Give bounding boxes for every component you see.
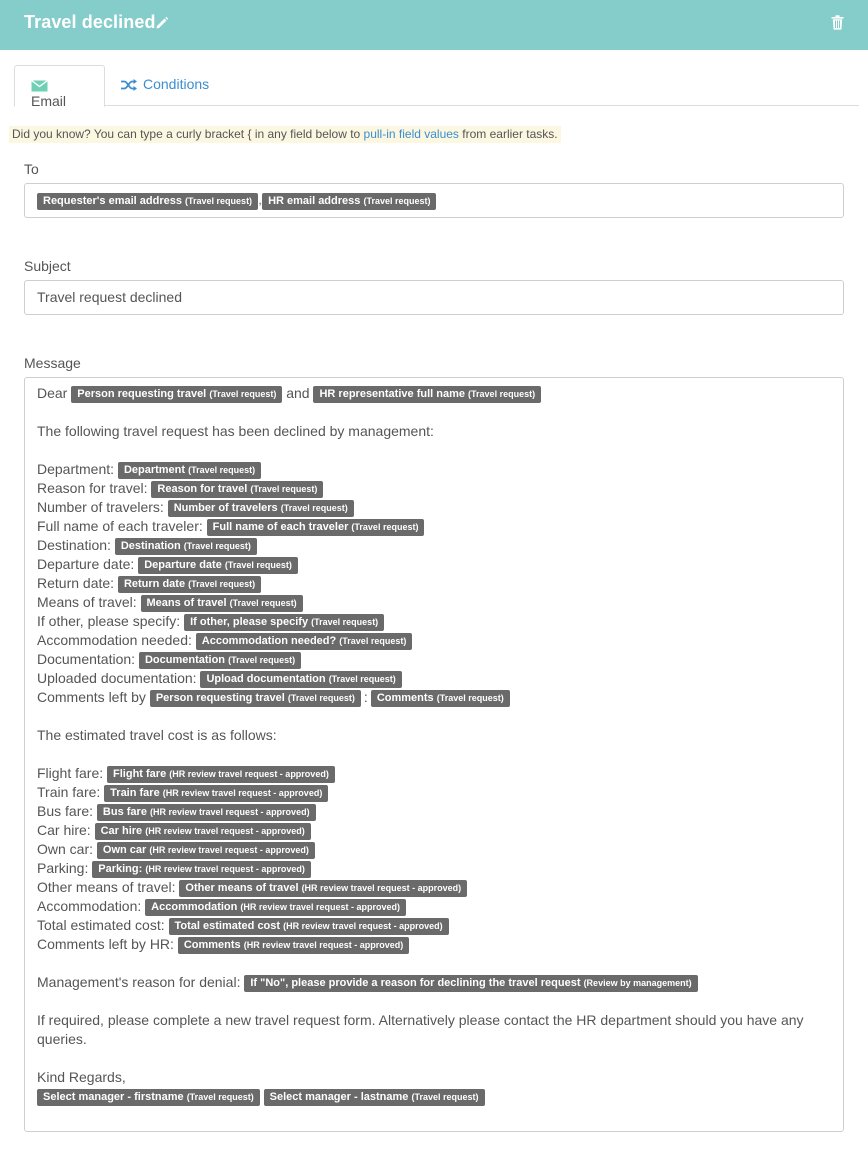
to-field[interactable] (24, 183, 844, 218)
chip-name: Car hire (100, 825, 143, 837)
field-chip[interactable] (207, 519, 425, 536)
row-label: Number of travelers: (37, 499, 164, 515)
intro-text: The following travel request has been declined by management: (37, 423, 434, 439)
field-chip[interactable] (264, 1089, 485, 1106)
chip-source: (HR review travel request - approved) (301, 883, 462, 893)
row-label: Other means of travel: (37, 879, 176, 895)
cost-field-row (37, 878, 831, 897)
greeting-text: Dear (37, 385, 68, 401)
row-label: Departure date: (37, 556, 135, 572)
cost-intro-text: The estimated travel cost is as follows: (37, 727, 277, 743)
chip-name: Own car (102, 844, 147, 856)
field-chip[interactable] (150, 690, 361, 707)
chip-name: If other, please specify (190, 616, 309, 628)
row-label: Full name of each traveler: (37, 518, 203, 534)
denial-label: Management's reason for denial: (37, 974, 241, 990)
chip-name: Full name of each traveler (212, 521, 349, 533)
envelope-icon (31, 80, 48, 92)
chip-source: (Travel request) (287, 693, 355, 703)
chip-name: HR representative full name (319, 388, 465, 400)
request-field-row (37, 593, 831, 612)
chip-source: (Travel request) (209, 389, 277, 399)
chip-name: Return date (123, 578, 186, 590)
chip-name: Total estimated cost (174, 920, 281, 932)
field-chip[interactable] (104, 785, 328, 802)
request-field-row (37, 612, 831, 631)
field-chip[interactable] (107, 766, 335, 783)
row-label: Own car: (37, 841, 94, 857)
row-label: Parking: (37, 860, 89, 876)
field-chip[interactable] (168, 500, 354, 517)
chip-name: Train fare (110, 787, 160, 799)
cost-fields-list (37, 764, 831, 954)
field-chip[interactable] (371, 690, 510, 707)
chip-source: (HR review travel request - approved) (150, 807, 310, 817)
chip-name: Departure date (144, 559, 222, 571)
field-chip[interactable] (262, 193, 436, 210)
chip-name: Department (123, 464, 186, 476)
chip-name: Select manager - lastname (269, 1091, 409, 1103)
chip-source: (Travel request) (250, 484, 318, 494)
trash-icon[interactable] (831, 15, 844, 30)
chip-source: (Travel request) (351, 522, 419, 532)
field-chip[interactable] (178, 937, 409, 954)
field-values-hint (9, 126, 561, 143)
signature-line (37, 1087, 831, 1106)
row-label: Total estimated cost: (37, 917, 165, 933)
row-label: Department: (37, 461, 115, 477)
chip-source: (Travel request) (436, 693, 504, 703)
cost-field-row (37, 764, 831, 783)
tab-email-label: Email (31, 93, 67, 109)
cost-field-row (37, 821, 831, 840)
field-chip[interactable] (151, 481, 323, 498)
page-title: Travel declined (24, 12, 156, 32)
chip-name: Accommodation needed? (201, 635, 337, 647)
chip-source: (HR review travel request - approved) (145, 864, 305, 874)
request-field-row (37, 574, 831, 593)
chip-name: Reason for travel (157, 483, 248, 495)
field-chip[interactable] (244, 975, 697, 992)
field-chip[interactable] (200, 671, 401, 688)
field-chip[interactable] (145, 899, 406, 916)
chip-source: (Travel request) (188, 579, 256, 589)
request-field-row (37, 669, 831, 688)
chip-name: Person requesting travel (77, 388, 207, 400)
chip-name: Select manager - firstname (43, 1091, 184, 1103)
shuffle-icon (121, 79, 137, 91)
chip-name: Number of travelers (173, 502, 278, 514)
regards-text: Kind Regards, (37, 1069, 126, 1085)
chip-source: (Travel request) (328, 674, 396, 684)
field-chip[interactable] (92, 861, 311, 878)
chip-source: (HR review travel request - approved) (145, 826, 305, 836)
field-chip[interactable] (95, 823, 311, 840)
request-field-row (37, 650, 831, 669)
field-chip[interactable] (71, 386, 282, 403)
field-chip[interactable] (141, 595, 303, 612)
chip-source: (Travel request) (229, 598, 297, 608)
chip-source: (Travel request) (468, 389, 536, 399)
row-label: If other, please specify: (37, 613, 181, 629)
subject-label: Subject (24, 258, 71, 274)
closing-text: If required, please complete a new travel request form. Alternatively please contact the HR department should you have any queries. (37, 1012, 804, 1047)
chip-source: (HR review travel request - approved) (243, 940, 404, 950)
field-chip[interactable] (37, 193, 258, 210)
chip-source: (Travel request) (228, 655, 296, 665)
pull-in-field-values-link[interactable]: pull-in field values (363, 127, 459, 141)
message-label: Message (24, 355, 81, 371)
chip-name: Upload documentation (206, 673, 326, 685)
greeting-line (37, 384, 831, 403)
chip-name: Person requesting travel (155, 692, 285, 704)
chip-name: If "No", please provide a reason for declining the travel request (250, 977, 581, 989)
cost-field-row (37, 935, 831, 954)
row-label: Means of travel: (37, 594, 137, 610)
row-label: Accommodation: (37, 898, 142, 914)
request-field-row (37, 498, 831, 517)
hint-suffix: from earlier tasks. (458, 127, 558, 141)
row-label: Reason for travel: (37, 480, 148, 496)
chip-source: (HR review travel request - approved) (169, 769, 329, 779)
chip-source: (HR review travel request - approved) (283, 921, 443, 931)
request-field-row (37, 460, 831, 479)
chip-source: (HR review travel request - approved) (162, 788, 323, 798)
comments-label: Comments left by (37, 689, 146, 705)
chip-source: (HR review travel request - approved) (149, 845, 309, 855)
request-field-row (37, 517, 831, 536)
row-label: Uploaded documentation: (37, 670, 197, 686)
field-chip[interactable] (179, 880, 467, 897)
chip-name: Means of travel (146, 597, 227, 609)
field-chip[interactable] (313, 386, 541, 403)
tab-conditions[interactable] (105, 65, 235, 106)
field-chip[interactable] (97, 804, 316, 821)
cost-field-row (37, 897, 831, 916)
request-field-row (37, 555, 831, 574)
chip-name: Bus fare (102, 806, 147, 818)
to-label: To (24, 161, 39, 177)
denial-line (37, 973, 831, 992)
chip-source: (Travel request) (339, 636, 407, 646)
chip-name: Documentation (144, 654, 226, 666)
field-chip[interactable] (37, 1089, 260, 1106)
cost-field-row (37, 783, 831, 802)
field-chip[interactable] (97, 842, 315, 859)
chip-name: Requester's email address (43, 195, 182, 207)
chip-source: (Travel request) (183, 541, 251, 551)
message-editor[interactable] (24, 377, 844, 1132)
row-label: Destination: (37, 537, 111, 553)
subject-input[interactable]: Travel request declined (24, 280, 844, 315)
row-label: Flight fare: (37, 765, 104, 781)
chip-source: (Review by management) (583, 978, 692, 988)
row-label: Bus fare: (37, 803, 94, 819)
pencil-icon[interactable] (155, 16, 169, 30)
cost-field-row (37, 916, 831, 935)
tab-bar (14, 65, 859, 109)
cost-field-row (37, 840, 831, 859)
row-label: Car hire: (37, 822, 91, 838)
tab-conditions-label: Conditions (143, 76, 210, 92)
colon-text: : (363, 689, 368, 705)
row-label: Comments left by HR: (37, 936, 174, 952)
field-chip[interactable] (118, 576, 261, 593)
chip-source: (Travel request) (311, 617, 379, 627)
field-chip[interactable] (169, 918, 449, 935)
chip-separator: , (258, 193, 262, 207)
chip-name: HR email address (268, 195, 361, 207)
field-chip[interactable] (118, 462, 261, 479)
chip-source: (Travel request) (411, 1092, 479, 1102)
field-chip[interactable] (115, 538, 257, 555)
comments-line (37, 688, 831, 707)
cost-field-row (37, 859, 831, 878)
field-chip[interactable] (139, 652, 301, 669)
chip-source: (Travel request) (224, 560, 292, 570)
request-fields-list (37, 460, 831, 688)
chip-source: (Travel request) (186, 1092, 254, 1102)
chip-source: (Travel request) (185, 196, 253, 206)
row-label: Documentation: (37, 651, 136, 667)
row-label: Return date: (37, 575, 115, 591)
chip-name: Parking: (98, 863, 143, 875)
chip-source: (HR review travel request - approved) (240, 902, 400, 912)
field-chip[interactable] (196, 633, 413, 650)
request-field-row (37, 631, 831, 650)
row-label: Train fare: (37, 784, 101, 800)
and-text: and (286, 385, 310, 401)
chip-source: (Travel request) (363, 196, 431, 206)
field-chip[interactable] (138, 557, 298, 574)
header-bar (0, 0, 868, 50)
chip-name: Flight fare (113, 768, 167, 780)
chip-name: Comments (183, 939, 241, 951)
chip-source: (Travel request) (188, 465, 256, 475)
row-label: Accommodation needed: (37, 632, 192, 648)
chip-name: Accommodation (151, 901, 238, 913)
chip-name: Other means of travel (185, 882, 299, 894)
request-field-row (37, 536, 831, 555)
request-field-row (37, 479, 831, 498)
chip-source: (Travel request) (280, 503, 348, 513)
hint-prefix: Did you know? You can type a curly bracket { in any field below to (12, 127, 364, 141)
cost-field-row (37, 802, 831, 821)
tab-email[interactable] (14, 65, 105, 107)
field-chip[interactable] (184, 614, 384, 631)
chip-name: Comments (376, 692, 434, 704)
chip-name: Destination (120, 540, 181, 552)
